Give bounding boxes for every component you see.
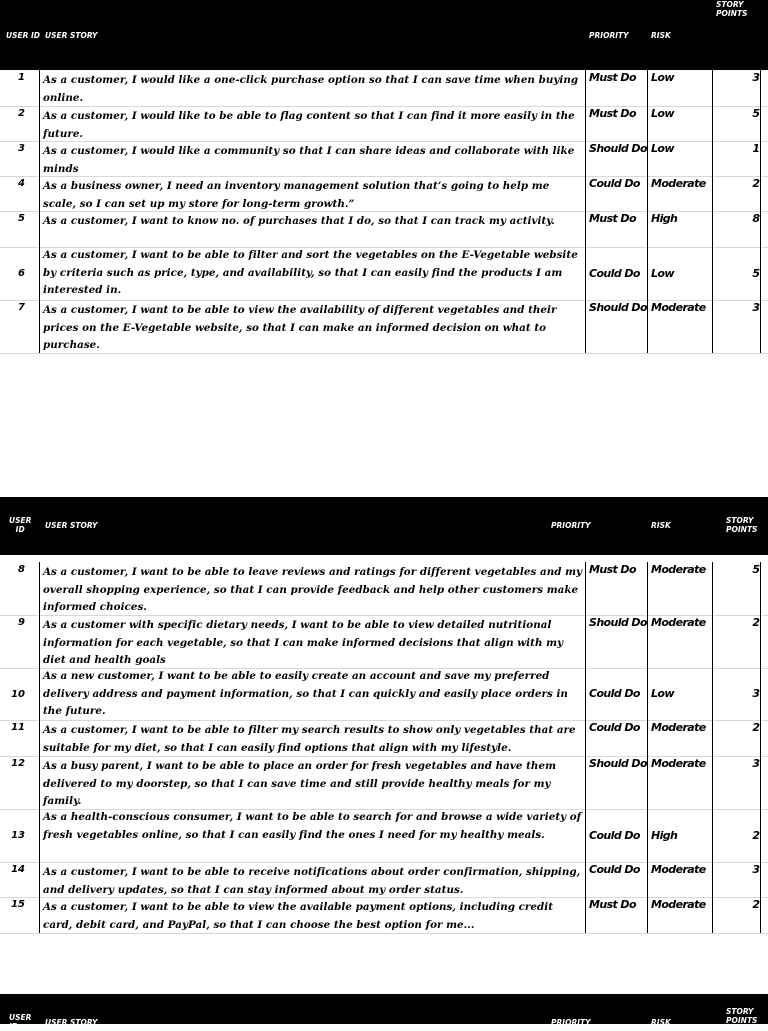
priority-cell: Could Do: [586, 247, 648, 300]
table-row: [0, 862, 768, 898]
user-story-cell: As a new customer, I want to be able to easily create an account and save my preferred delivery address and payment information, so that I can quickly and easily place orders in the future.: [40, 668, 586, 720]
table-row: [0, 756, 768, 810]
user-story-cell: As a customer, I want to be able to receive notifications about order confirmation, shipping, and delivery updates, so that I can stay informed about my order status.: [40, 862, 586, 897]
risk-cell: Moderate: [648, 300, 713, 353]
user-id-cell: 10: [0, 668, 40, 720]
priority-cell: Should Do: [586, 756, 648, 809]
table-row: [0, 300, 768, 354]
table-row: [0, 562, 768, 616]
risk-cell: Low: [648, 141, 713, 176]
risk-cell: High: [648, 211, 713, 247]
user-id-cell: 5: [0, 211, 40, 247]
user-id-cell: 9: [0, 615, 40, 668]
user-id-cell: 13: [0, 809, 40, 862]
priority-cell: Should Do: [586, 300, 648, 353]
header-priority: PRIORITY: [551, 1018, 591, 1027]
risk-cell: Moderate: [648, 562, 713, 615]
header-user-story: USER STORY: [45, 1018, 98, 1027]
risk-cell: Low: [648, 70, 713, 106]
priority-cell: Must Do: [586, 897, 648, 933]
user-story-cell: As a customer, I want to be able to filter my search results to show only vegetables that are suitable for my diet, so that I can easily find options that align with my lifestyle.: [40, 720, 586, 756]
story-points-cell: 3: [713, 756, 761, 809]
user-story-cell: As a customer, I want to be able to leave reviews and ratings for different vegetables and my overall shopping experience, so that I can provide feedback and help other customers make informed choices.: [40, 562, 586, 615]
user-story-cell: As a busy parent, I want to be able to place an order for fresh vegetables and have them delivered to my doorstep, so that I can save time and still provide healthy meals for my family.: [40, 756, 586, 809]
risk-cell: Moderate: [648, 615, 713, 668]
user-story-cell: As a health-conscious consumer, I want to be able to search for and browse a wide variety of fresh vegetables online, so that I can easily find the ones I need for my healthy meals.: [40, 809, 586, 862]
header-story-points: STORY POINTS: [726, 1007, 758, 1025]
risk-cell: Moderate: [648, 176, 713, 211]
story-points-cell: 2: [713, 176, 761, 211]
table-row: [0, 668, 768, 721]
user-id-cell: 3: [0, 141, 40, 176]
priority-cell: Could Do: [586, 809, 648, 862]
user-story-cell: As a customer, I would like a community so that I can share ideas and collaborate with like minds: [40, 141, 586, 176]
user-story-cell: As a customer, I want to be able to filter and sort the vegetables on the E-Vegetable website by criteria such as price, type, and availability, so that I can easily find the products I am interested in.: [40, 247, 586, 300]
user-story-cell: As a customer, I want to be able to view the availability of different vegetables and their prices on the E-Vegetable website, so that I can make an informed decision on what to purchase.: [40, 300, 586, 353]
priority-cell: Must Do: [586, 70, 648, 106]
user-id-cell: 4: [0, 176, 40, 211]
user-id-cell: 12: [0, 756, 40, 809]
table-row: [0, 897, 768, 934]
header-user-id: USER ID: [6, 31, 41, 40]
user-story-cell: As a customer with specific dietary needs, I want to be able to view detailed nutritional information for each vegetable, so that I can make informed decisions that align with my diet and health goals: [40, 615, 586, 668]
table3-header: [0, 994, 768, 1031]
header-risk: RISK: [651, 1018, 671, 1027]
story-points-cell: 5: [713, 562, 761, 615]
user-id-cell: 8: [0, 562, 40, 615]
user-story-cell: As a customer, I would like a one-click purchase option so that I can save time when buying online.: [40, 70, 586, 106]
risk-cell: Low: [648, 106, 713, 141]
table-row: [0, 615, 768, 669]
story-points-cell: 2: [713, 615, 761, 668]
header-story-points: STORY POINTS: [726, 516, 758, 534]
header-user-story: USER STORY: [45, 31, 98, 40]
story-points-cell: 2: [713, 897, 761, 933]
table-row: [0, 809, 768, 863]
table2-header: [0, 497, 768, 555]
table-row: [0, 720, 768, 757]
story-points-cell: 5: [713, 247, 761, 300]
priority-cell: Must Do: [586, 211, 648, 247]
priority-cell: Must Do: [586, 106, 648, 141]
priority-cell: Could Do: [586, 668, 648, 720]
story-points-cell: 3: [713, 300, 761, 353]
header-user-story: USER STORY: [45, 521, 98, 530]
user-story-cell: As a business owner, I need an inventory management solution that’s going to help me scale, so I can set up my store for long-term growth.”: [40, 176, 586, 211]
risk-cell: High: [648, 809, 713, 862]
story-points-cell: 1: [713, 141, 761, 176]
user-id-cell: 14: [0, 862, 40, 897]
priority-cell: Should Do: [586, 141, 648, 176]
priority-cell: Must Do: [586, 562, 648, 615]
header-risk: RISK: [651, 31, 671, 40]
table-row: [0, 211, 768, 248]
table-row: [0, 141, 768, 177]
header-user-id: USER ID: [9, 1013, 32, 1031]
header-priority: PRIORITY: [589, 31, 629, 40]
story-points-cell: 3: [713, 862, 761, 897]
user-id-cell: 11: [0, 720, 40, 756]
header-priority: PRIORITY: [551, 521, 591, 530]
risk-cell: Moderate: [648, 720, 713, 756]
story-points-cell: 8: [713, 211, 761, 247]
priority-cell: Should Do: [586, 615, 648, 668]
user-story-cell: As a customer, I want to be able to view the available payment options, including credit card, debit card, and PayPal, so that I can choose the best option for me...: [40, 897, 586, 933]
user-id-cell: 7: [0, 300, 40, 353]
priority-cell: Could Do: [586, 176, 648, 211]
risk-cell: Low: [648, 668, 713, 720]
header-user-id: USER ID: [9, 516, 32, 534]
user-id-cell: 2: [0, 106, 40, 141]
header-risk: RISK: [651, 521, 671, 530]
user-id-cell: 6: [0, 247, 40, 300]
user-story-cell: As a customer, I would like to be able to flag content so that I can find it more easily in the future.: [40, 106, 586, 141]
risk-cell: Moderate: [648, 756, 713, 809]
priority-cell: Could Do: [586, 862, 648, 897]
priority-cell: Could Do: [586, 720, 648, 756]
story-points-cell: 2: [713, 720, 761, 756]
user-id-cell: 1: [0, 70, 40, 106]
story-points-cell: 2: [713, 809, 761, 862]
user-id-cell: 15: [0, 897, 40, 933]
story-points-cell: 3: [713, 668, 761, 720]
table-row: [0, 176, 768, 212]
header-story-points: STORY POINTS: [716, 0, 748, 18]
table-row: [0, 106, 768, 142]
story-points-cell: 3: [713, 70, 761, 106]
table-row: [0, 247, 768, 301]
story-points-cell: 5: [713, 106, 761, 141]
risk-cell: Moderate: [648, 897, 713, 933]
table-row: [0, 70, 768, 107]
user-story-cell: As a customer, I want to know no. of purchases that I do, so that I can track my activity.: [40, 211, 586, 247]
table1-header: [0, 0, 768, 70]
risk-cell: Moderate: [648, 862, 713, 897]
risk-cell: Low: [648, 247, 713, 300]
